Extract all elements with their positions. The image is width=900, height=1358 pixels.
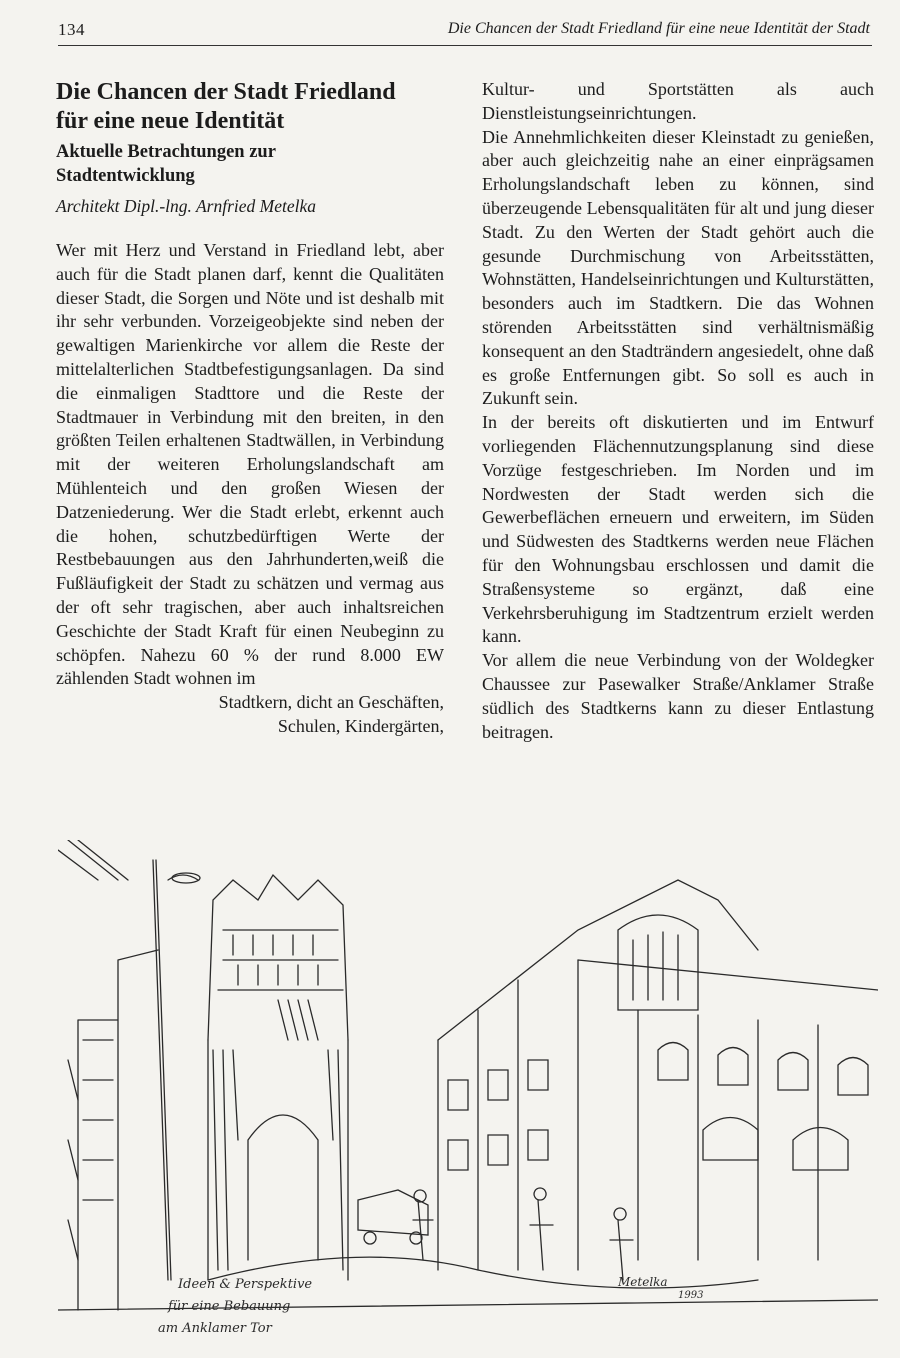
left-tail-line-2: Schulen, Kindergärten,: [277, 715, 444, 736]
signature-year: 1993: [678, 1290, 704, 1301]
title-line-2: für eine neue Identität: [56, 108, 285, 134]
right-paragraph-1: Kultur- und Sportstätten als auch Dienstleistungseinrichtungen.: [482, 79, 874, 123]
right-column: [482, 78, 874, 744]
handwritten-caption-line-2: für eine Bebauung: [168, 1299, 291, 1314]
subtitle-line-1: Aktuelle Betrachtungen zur: [56, 142, 276, 162]
artist-signature: Metelka: [618, 1275, 668, 1289]
title-line-1: Die Chancen der Stadt Friedland: [56, 79, 396, 105]
right-paragraph-2: Die Annehmlichkeiten dieser Kleinstadt zu genießen, aber auch gleichzeitig nahe an einer einprägsamen Erholungslandschaft leben zu können, sind überzeugende Lebensqualitäten für alt und jung dieser Stadt. Zu den Werten der Stadt gehört auch die gesunde Durchmischung von Arbeitsstätten, Wohnstätten, Handelseinrichtungen und Kulturstätten, besonders auch im Stadtkern. Die das Wohnen störenden Arbeitsstätten sind verhältnismäßig konsequent an den Stadträndern angesiedelt, ohne daß es große Entfernungen gibt. So soll es auch in Zukunft sein.: [482, 126, 874, 409]
left-column: [56, 78, 444, 739]
left-body-paragraph: Wer mit Herz und Verstand in Friedland lebt, aber auch für die Stadt planen darf, kennt die Qualitäten dieser Stadt, die Sorgen und Nöte und ist deshalb mit ihr sehr verbunden. Vorzeigeobjekte sind neben der gewaltigen Marienkirche vor allem die Reste der mittelalterlichen Stadtbefestigungsanlagen. Da sind die einmaligen Stadttore und die Reste der Stadtmauer in Verbindung mit den breiten, in den größten Teilen erhaltenen Stadtwällen, in Verbindung mit der weiteren Erholungslandschaft am Mühlenteich und den großen Wiesen der Datzeniederung. Wer die Stadt erlebt, erkennt auch die hohen, schutzbedürftigen Werte der Restbebauungen aus den Jahrhunderten,weiß die Fußläufigkeit der Stadt zu schätzen und vermag aus der oft sehr tragischen, aber auch inhaltsreichen Geschichte der Stadt Kraft für einen Neubeginn zu schöpfen. Nahezu 60 % der rund 8.000 EW zählenden Stadt wohnen im: [56, 240, 444, 689]
ink-sketch-street-with-city-gate-icon: [58, 840, 878, 1340]
handwritten-caption-line-1: Ideen & Perspektive: [178, 1277, 313, 1292]
article-title: [56, 78, 444, 136]
running-head: Die Chancen der Stadt Friedland für eine neue Identität der Stadt: [447, 20, 870, 37]
header-rule: [58, 45, 872, 46]
author-byline: Architekt Dipl.-lng. Arnfried Metelka: [56, 196, 317, 216]
right-paragraph-3: In der bereits oft diskutierten und im Entwurf vorliegenden Flächennutzungsplanung sind diese Vorzüge festgeschrieben. Im Norden und im Nordwesten der Stadt werden sich die Gewerbeflächen erneuern und erweitern, im Süden und Südwesten des Stadtkerns werden neue Flächen für den Wohnungsbau erschlossen und damit die Straßensysteme so ergänzt, daß eine Verkehrsberuhigung im Stadtzentrum erzielt werden kann.: [482, 412, 874, 647]
street-sketch-illustration: [58, 840, 878, 1340]
left-tail-line-1: Stadtkern, dicht an Geschäften,: [218, 692, 444, 713]
handwritten-caption-line-3: am Anklamer Tor: [158, 1321, 272, 1336]
subtitle-line-2: Stadtentwicklung: [56, 166, 195, 186]
article-subtitle: [56, 140, 444, 188]
right-paragraph-4: Vor allem die neue Verbindung von der Woldegker Chaussee zur Pasewalker Straße/Anklamer Straße südlich des Stadtkerns kann zu dieser Entlastung beitragen.: [482, 650, 874, 742]
page-number: 134: [58, 20, 85, 39]
